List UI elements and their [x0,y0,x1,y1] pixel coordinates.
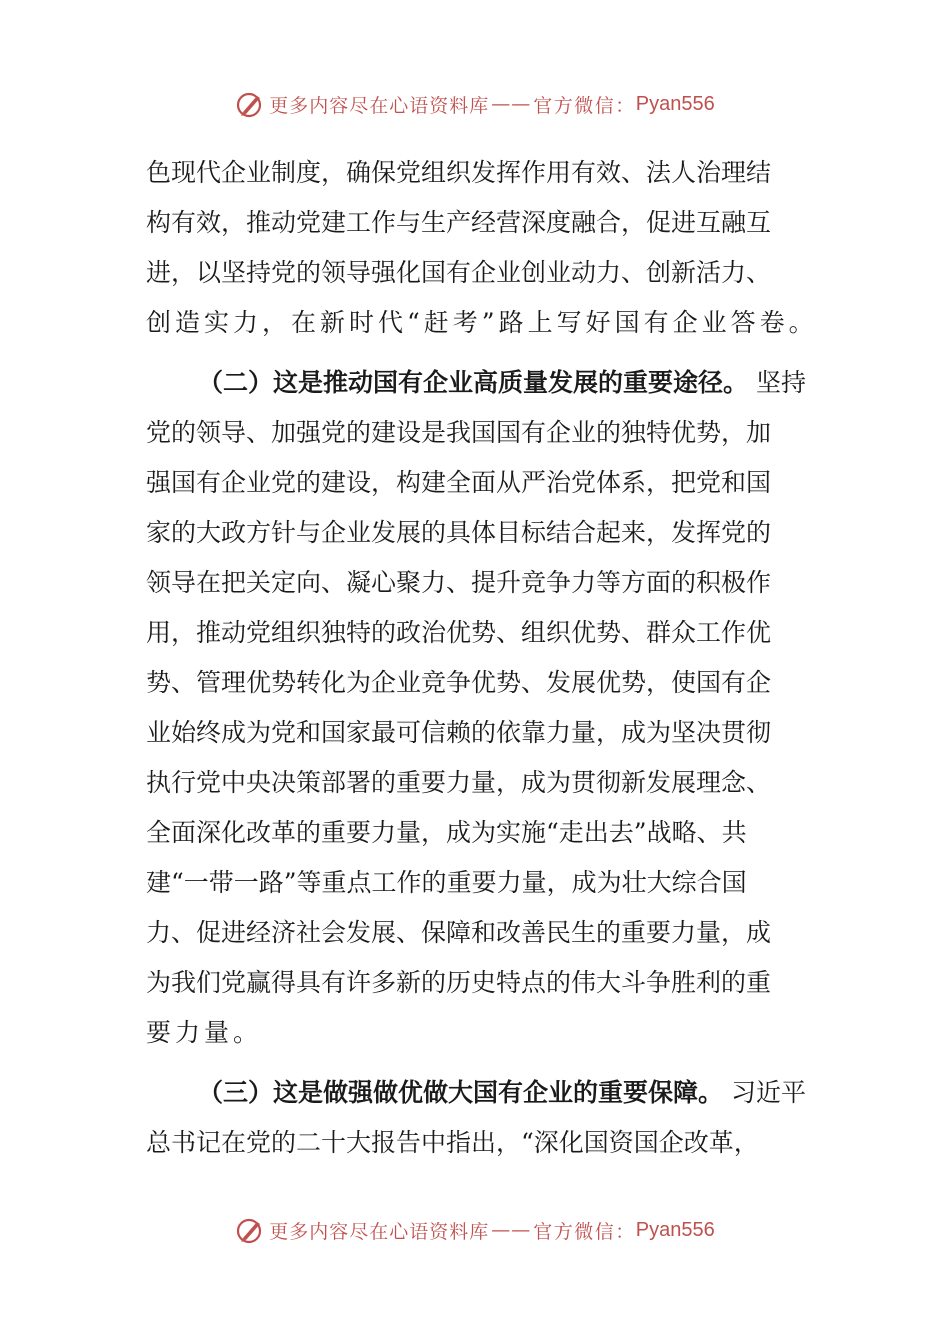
text-line: 党的领导、加强党的建设是我国国有企业的独特优势，加 [146,418,772,447]
watermark-wechat-id: Pyan556 [635,1218,715,1241]
text-line: 家的大政方针与企业发展的具体目标结合起来，发挥党的 [146,518,772,547]
section-heading-3: （三）这是做强做优做大国有企业的重要保障。 [198,1078,724,1107]
watermark-brand: 更多内容尽在心语资料库 [269,1220,490,1243]
section-heading-2: （二）这是推动国有企业高质量发展的重要途径。 [198,368,749,397]
watermark-brand: 更多内容尽在心语资料库 [269,94,490,117]
watermark-separator: —— [491,1219,532,1241]
paragraph-3-first-line [146,1068,806,1118]
text-line: 力、促进经济社会发展、保障和改善民生的重要力量，成 [146,918,772,947]
text-line: 进，以坚持党的领导强化国有企业创业动力、创新活力、 [146,258,772,287]
text-line: 创造实力，在新时代“赶考”路上写好国有企业答卷。 [146,308,818,337]
text-line: 强国有企业党的建设，构建全面从严治党体系，把党和国 [146,468,772,497]
text-line: 领导在把关定向、凝心聚力、提升竞争力等方面的积极作 [146,568,772,597]
text-line: 用，推动党组织独特的政治优势、组织优势、群众工作优 [146,618,772,647]
text-line: 色现代企业制度，确保党组织发挥作用有效、法人治理结 [146,158,772,187]
text-line: 势、管理优势转化为企业竞争优势、发展优势，使国有企 [146,668,772,697]
watermark-wechat-label: 官方微信： [533,94,636,117]
paragraph-2 [146,358,806,1058]
text-line: 构有效，推动党建工作与生产经营深度融合，促进互融互 [146,208,772,237]
pen-circle-icon [235,1215,265,1245]
watermark-banner-bottom [0,1210,950,1250]
watermark-wechat-id: Pyan556 [635,92,715,115]
text-line: 执行党中央决策部署的重要力量，成为贯彻新发展理念、 [146,768,772,797]
pen-circle-icon [235,89,265,119]
watermark-separator: —— [491,93,532,115]
text-line: 建“一带一路”等重点工作的重要力量，成为壮大综合国 [146,868,747,897]
paragraph-3 [146,1068,806,1168]
text-line: 要力量。 [146,1018,263,1047]
watermark-wechat-label: 官方微信： [533,1220,636,1243]
paragraph-1 [146,148,818,348]
text-line: 业始终成为党和国家最可信赖的依靠力量，成为坚决贯彻 [146,718,772,747]
text-run: 习近平 [730,1078,806,1107]
watermark-banner-top [0,84,950,124]
text-line: 为我们党赢得具有许多新的历史特点的伟大斗争胜利的重 [146,968,772,997]
document-body [146,148,818,1168]
paragraph-2-first-line [146,358,806,408]
text-line: 全面深化改革的重要力量，成为实施“走出去”战略、共 [146,818,747,847]
text-line: 总书记在党的二十大报告中指出，“深化国资国企改革， [146,1128,759,1157]
text-run: 坚持 [755,368,806,397]
